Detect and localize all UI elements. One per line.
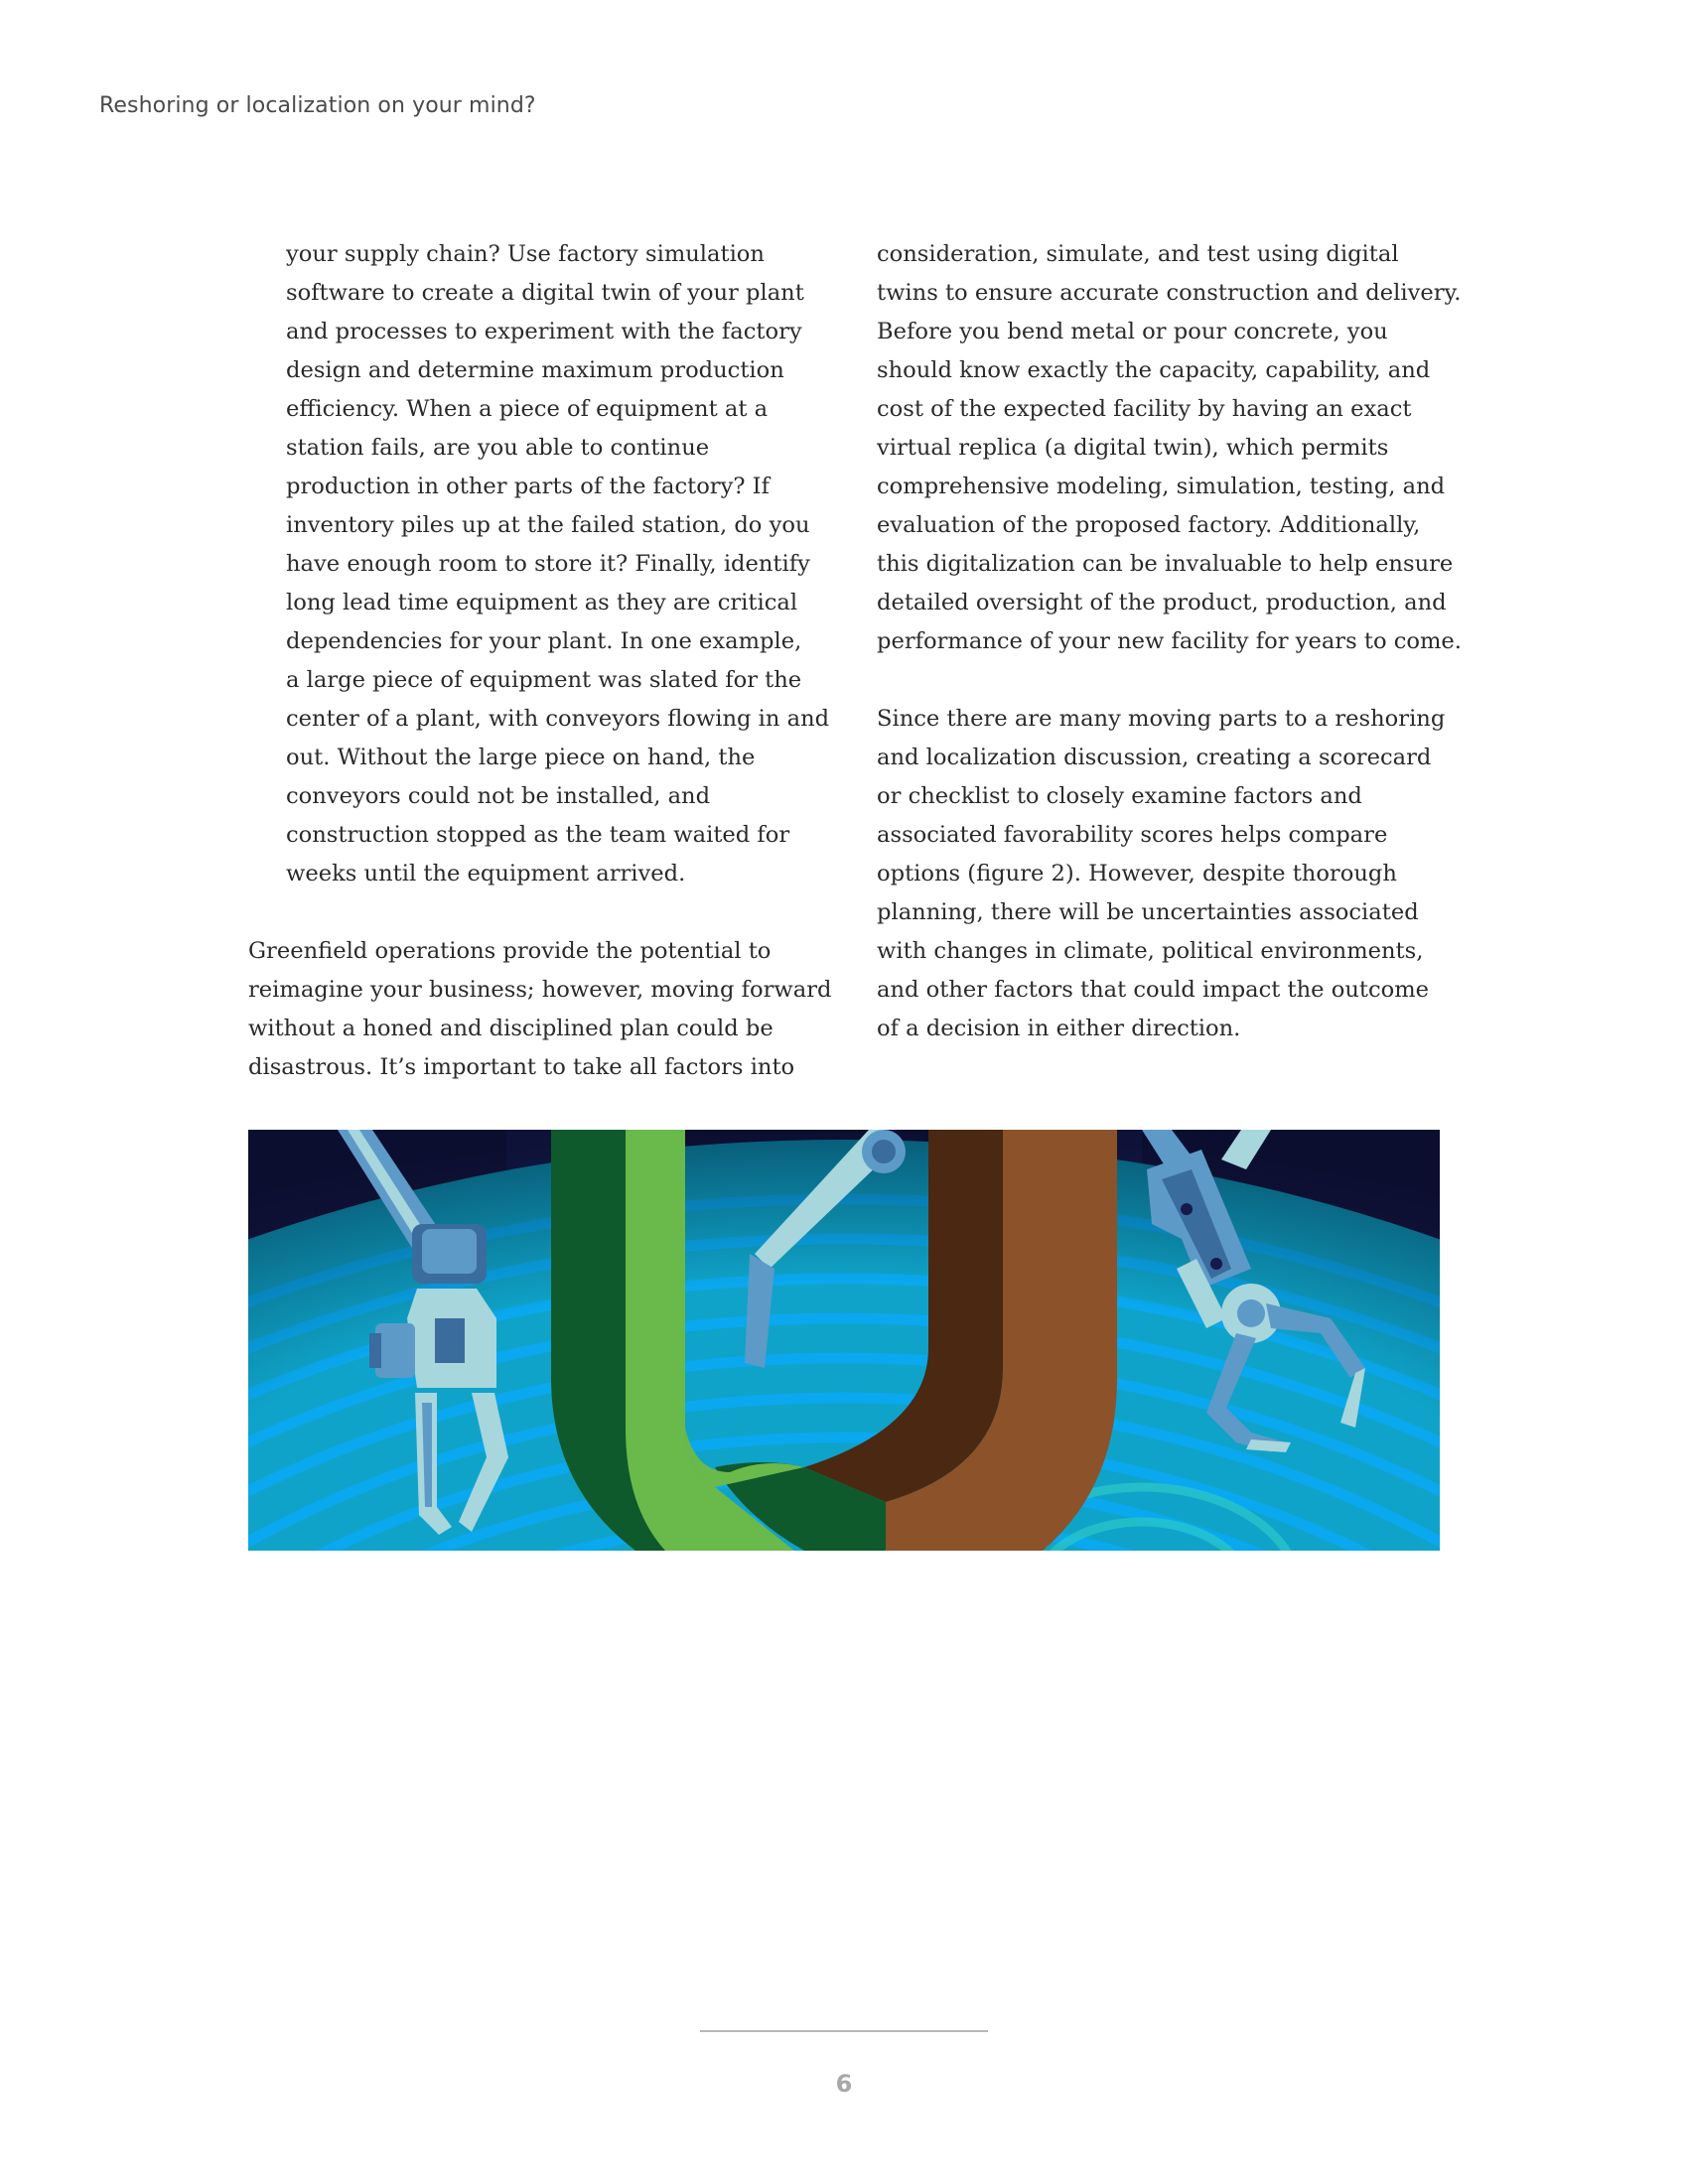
text-line: detailed oversight of the product, production, and	[877, 590, 1447, 615]
greenfield-paragraph	[248, 932, 832, 1087]
text-line: with changes in climate, political environments,	[877, 938, 1424, 964]
text-line: station fails, are you able to continue	[286, 435, 710, 461]
page-number: 6	[835, 2070, 853, 2098]
text-line: a large piece of equipment was slated for the	[286, 667, 802, 693]
text-line: reimagine your business; however, moving forward	[248, 977, 832, 1003]
right-column	[877, 235, 1462, 1048]
text-line: have enough room to store it? Finally, identify	[286, 551, 810, 577]
text-line: inventory piles up at the failed station, do you	[286, 512, 810, 538]
text-line: associated favorability scores helps compare	[877, 822, 1388, 848]
footer-divider	[700, 2030, 988, 2032]
text-line: out. Without the large piece on hand, the	[286, 745, 756, 770]
text-line: weeks until the equipment arrived.	[286, 861, 686, 887]
text-line: should know exactly the capacity, capability, and	[877, 357, 1431, 383]
text-line: efficiency. When a piece of equipment at a	[286, 396, 769, 422]
text-line: dependencies for your plant. In one example,	[286, 628, 802, 654]
text-line: without a honed and disciplined plan could be	[248, 1016, 774, 1041]
text-line: conveyors could not be installed, and	[286, 783, 711, 809]
text-line: center of a plant, with conveyors flowing in and	[286, 706, 830, 732]
text-line: virtual replica (a digital twin), which permits	[877, 435, 1389, 461]
digital-twin-paragraph	[877, 235, 1462, 661]
text-line: performance of your new facility for years to come.	[877, 628, 1462, 654]
text-line: design and determine maximum production	[286, 357, 784, 383]
text-line: and processes to experiment with the factory	[286, 319, 802, 344]
running-header: Reshoring or localization on your mind?	[99, 93, 536, 118]
text-line: long lead time equipment as they are critical	[286, 590, 798, 615]
text-line: and localization discussion, creating a scorecard	[877, 745, 1432, 770]
text-line: twins to ensure accurate construction and delivery.	[877, 280, 1462, 306]
robot-arms-u-magnet-illustration	[248, 1130, 1440, 1551]
text-line: software to create a digital twin of your plant	[286, 280, 804, 306]
text-line: of a decision in either direction.	[877, 1016, 1241, 1041]
text-line: production in other parts of the factory? If	[286, 474, 770, 499]
continued-paragraph	[248, 235, 830, 893]
text-line: Before you bend metal or pour concrete, you	[877, 319, 1388, 344]
text-line: Since there are many moving parts to a reshoring	[877, 706, 1446, 732]
left-column	[248, 235, 832, 1087]
text-line: or checklist to closely examine factors and	[877, 783, 1362, 809]
text-line: cost of the expected facility by having an exact	[877, 396, 1412, 422]
text-line: this digitalization can be invaluable to help ensure	[877, 551, 1454, 577]
text-line: consideration, simulate, and test using digital	[877, 241, 1399, 267]
text-line: your supply chain? Use factory simulation	[286, 241, 765, 267]
text-line: comprehensive modeling, simulation, testing, and	[877, 474, 1446, 499]
text-line: planning, there will be uncertainties associated	[877, 899, 1419, 925]
text-line: Greenfield operations provide the potential to	[248, 938, 772, 964]
text-line: construction stopped as the team waited for	[286, 822, 790, 848]
scorecard-paragraph	[877, 700, 1453, 1048]
text-line: and other factors that could impact the outcome	[877, 977, 1430, 1003]
text-line: evaluation of the proposed factory. Additionally,	[877, 512, 1421, 538]
text-line: options (figure 2). However, despite thorough	[877, 861, 1397, 887]
text-line: disastrous. It’s important to take all factors into	[248, 1054, 795, 1080]
